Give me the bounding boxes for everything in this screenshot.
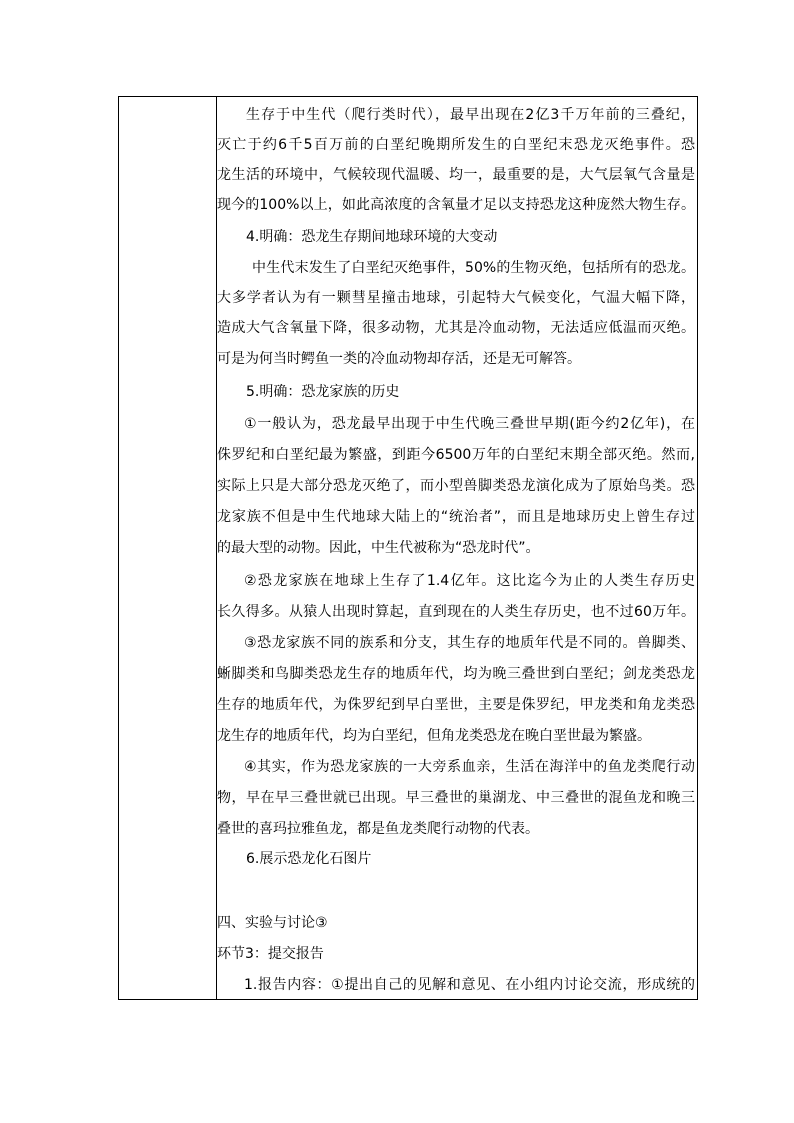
text-line: ③恐龙家族不同的族系和分支，其生存的地质年代是不同的。兽脚类、: [244, 635, 695, 651]
text-line: 中生代末发生了白垩纪灭绝事件，50%的生物灭绝，包括所有的恐龙。: [252, 260, 695, 276]
text-line: 1.报告内容：①提出自己的见解和意见、在小组内讨论交流，形成统的: [244, 977, 695, 993]
text-line: 生存于中生代（爬行类时代），最早出现在2亿3千万年前的三叠纪，: [246, 107, 695, 123]
text-line: ②恐龙家族在地球上生存了1.4亿年。这比迄今为止的人类生存历史: [244, 573, 695, 589]
text-line: 6.展示恐龙化石图片: [246, 851, 372, 867]
text-line: 造成大气含氧量下降，很多动物，尤其是冷血动物，无法适应低温而灭绝。: [217, 320, 695, 336]
text-line: 5.明确：恐龙家族的历史: [246, 384, 400, 400]
text-line: 叠世的喜玛拉雅鱼龙，都是鱼龙类爬行动物的代表。: [217, 821, 539, 837]
text-line: 龙生活的环境中，气候较现代温暖、均一，最重要的是，大气层氧气含量是: [217, 167, 695, 183]
text-line: 龙家族不但是中生代地球大陆上的“统治者”，而且是地球历史上曾生存过: [217, 509, 695, 525]
text-line: 可是为何当时鳄鱼一类的冷血动物却存活，还是无可解答。: [217, 351, 581, 367]
text-line: 侏罗纪和白垩纪最为繁盛，到距今6500万年的白垩纪末期全部灭绝。然而,: [217, 447, 695, 463]
section-heading: 四、实验与讨论③: [217, 915, 328, 931]
text-line: 蜥脚类和鸟脚类恐龙生存的地质年代，均为晚三叠世到白垩纪；剑龙类恐龙: [217, 666, 695, 682]
text-line: 长久得多。从猿人出现时算起，直到现在的人类生存历史，也不过60万年。: [217, 604, 695, 620]
text-line: 生存的地质年代，为侏罗纪到早白垩世，主要是侏罗纪，甲龙类和角龙类恐: [217, 697, 695, 713]
text-line: 龙生存的地质年代，均为白垩纪，但角龙类恐龙在晚白垩世最为繁盛。: [217, 728, 651, 744]
text-line: 物，早在早三叠世就已出现。早三叠世的巢湖龙、中三叠世的混鱼龙和晚三: [217, 790, 695, 806]
text-line: 灭亡于约6千5百万前的白垩纪晚期所发生的白垩纪末恐龙灭绝事件。恐: [217, 137, 695, 153]
text-line: 环节3：提交报告: [217, 946, 324, 962]
text-line: ④其实，作为恐龙家族的一大旁系血亲，生活在海洋中的鱼龙类爬行动: [244, 759, 695, 775]
text-line: 4.明确：恐龙生存期间地球环境的大变动: [246, 229, 498, 245]
text-line: 现今的100%以上，如此高浓度的含氧量才足以支持恐龙这种庞然大物生存。: [217, 197, 695, 213]
text-line: 的最大型的动物。因此，中生代被称为“恐龙时代”。: [217, 540, 540, 556]
text-line: 大多学者认为有一颗彗星撞击地球，引起特大气候变化，气温大幅下降，: [217, 290, 695, 306]
text-line: 实际上只是大部分恐龙灭绝了，而小型兽脚类恐龙演化成为了原始鸟类。恐: [217, 478, 695, 494]
content-cell: [217, 96, 695, 1000]
text-line: ①一般认为，恐龙最早出现于中生代晚三叠世早期(距今约2亿年)，在: [244, 416, 695, 432]
